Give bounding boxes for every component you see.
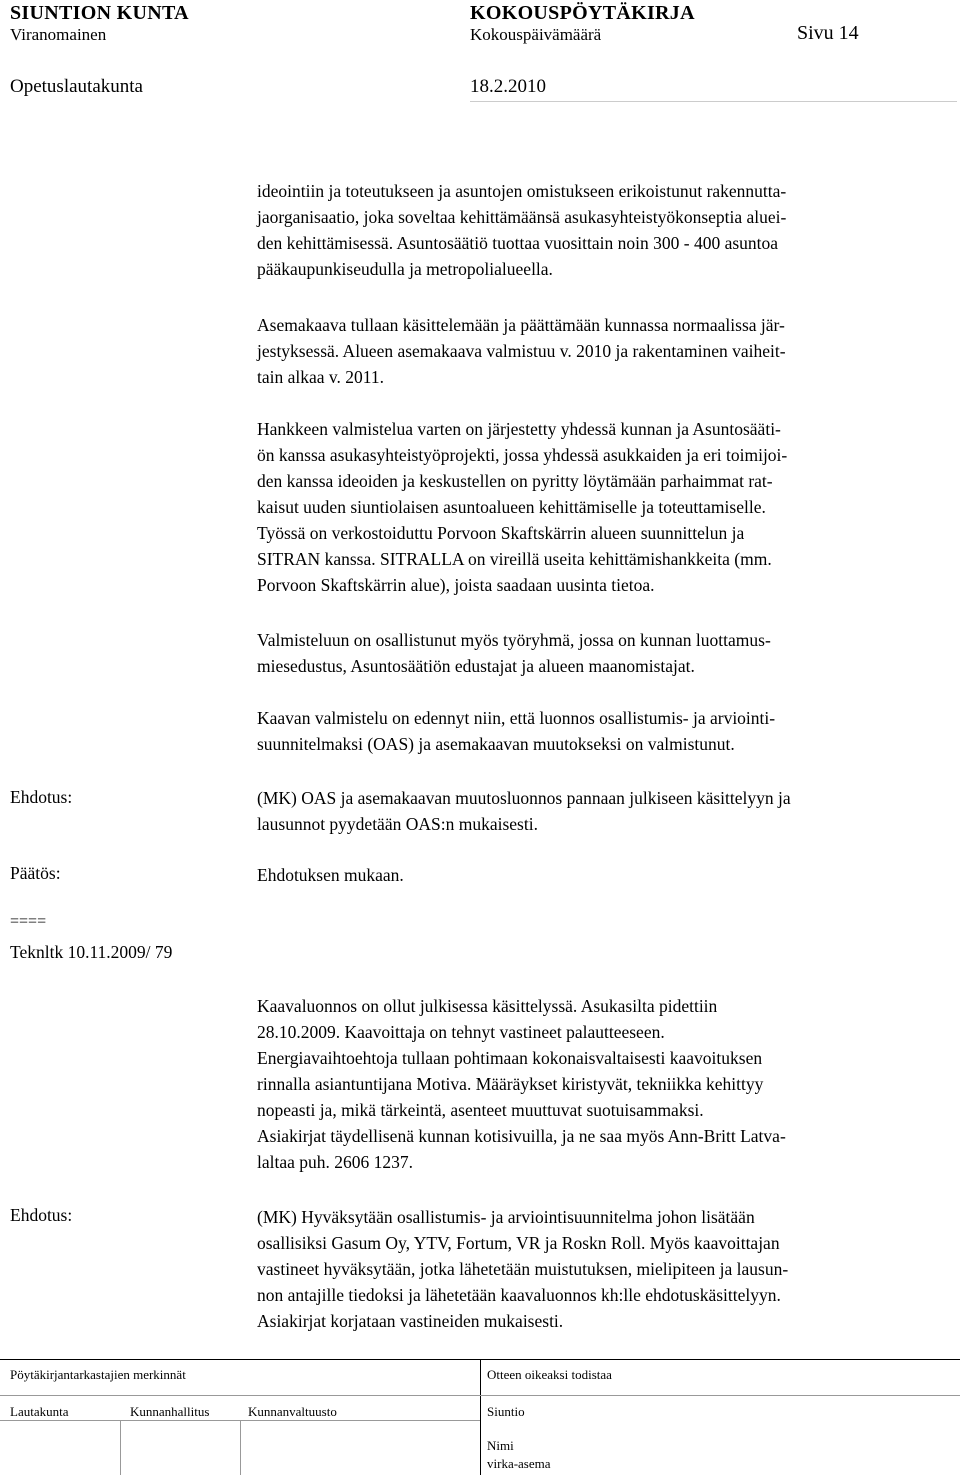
text-line: lausunnot pyydetään OAS:n mukaisesti.: [257, 814, 538, 834]
footer-mid-rule: [0, 1395, 960, 1396]
page-number: Sivu 14: [797, 22, 859, 44]
text-line: jestyksessä. Alueen asemakaava valmistuu v. 2010 ja rakentaminen vaiheit-: [257, 341, 786, 361]
paragraph-5: [257, 705, 957, 757]
footer-center-divider: [480, 1359, 481, 1475]
authority-name: Opetuslautakunta: [10, 76, 143, 97]
proposal-text-2: [257, 1204, 957, 1334]
footer-col-divider-2: [240, 1420, 241, 1475]
certified-label: Otteen oikeaksi todistaa: [487, 1367, 612, 1382]
proposal-text: [257, 785, 957, 837]
text-line: Valmisteluun on osallistunut myös työryhmä, jossa on kunnan luottamus-: [257, 630, 771, 650]
kunnanvaltuusto-label: Kunnanvaltuusto: [248, 1404, 337, 1419]
text-line: Ehdotuksen mukaan.: [257, 865, 404, 885]
text-line: jaorganisaatio, joka soveltaa kehittämäänsä asukasyhteistyökonseptia aluei-: [257, 207, 787, 227]
name-label: Nimi: [487, 1438, 514, 1453]
text-line: laltaa puh. 2606 1237.: [257, 1152, 414, 1172]
proposal-label: Ehdotus:: [10, 787, 73, 807]
kunnanhallitus-label: Kunnanhallitus: [130, 1404, 210, 1419]
text-line: ideointiin ja toteutukseen ja asuntojen omistukseen erikoistunut rakennutta-: [257, 181, 787, 201]
reference-teknltk: Teknltk 10.11.2009/ 79: [10, 942, 173, 962]
lautakunta-label: Lautakunta: [10, 1404, 69, 1419]
paragraph-4: [257, 627, 957, 679]
text-line: ön kanssa asukasyhteistyöprojekti, jossa yhdessä asukkaiden ja eri toimijoi-: [257, 445, 788, 465]
municipality-name: SIUNTION KUNTA: [10, 2, 189, 24]
text-line: Energiavaihtoehtoja tullaan pohtimaan kokonaisvaltaisesti kaavoituksen: [257, 1048, 763, 1068]
header-rule: [470, 101, 957, 102]
text-line: suunnitelmaksi (OAS) ja asemakaavan muutokseksi on valmistunut.: [257, 734, 735, 754]
footer-col-divider-1: [120, 1420, 121, 1475]
separator: ====: [10, 913, 47, 930]
paragraph-2: [257, 312, 957, 390]
text-line: miesedustus, Asuntosäätiön edustajat ja alueen maanomistajat.: [257, 656, 695, 676]
text-line: osallisiksi Gasum Oy, YTV, Fortum, VR ja Roskn Roll. Myös kaavoittajan: [257, 1233, 780, 1253]
text-line: 28.10.2009. Kaavoittaja on tehnyt vastineet palautteeseen.: [257, 1022, 665, 1042]
text-line: pääkaupunkiseudulla ja metropolialueella.: [257, 259, 553, 279]
text-line: den kanssa ideoiden ja keskustellen on pyritty löytämään parhaimmat rat-: [257, 471, 773, 491]
text-line: Hankkeen valmistelua varten on järjestetty yhdessä kunnan ja Asuntosääti-: [257, 419, 781, 439]
text-line: Kaavaluonnos on ollut julkisessa käsittelyssä. Asukasilta pidettiin: [257, 996, 718, 1016]
proposal-label-2: Ehdotus:: [10, 1205, 73, 1225]
siuntio-label: Siuntio: [487, 1404, 525, 1419]
text-line: den kehittämisessä. Asuntosäätiö tuottaa vuosittain noin 300 - 400 asuntoa: [257, 233, 779, 253]
inspectors-label: Pöytäkirjantarkastajien merkinnät: [10, 1367, 186, 1382]
text-line: SITRAN kanssa. SITRALLA on vireillä useita kehittämishankkeita (mm.: [257, 549, 772, 569]
position-label: virka-asema: [487, 1456, 551, 1471]
text-line: vastineet hyväksytään, jotka lähetetään muistutuksen, mielipiteen ja lausun-: [257, 1259, 789, 1279]
text-line: Työssä on verkostoiduttu Porvoon Skaftskärrin alueen suunnittelun ja: [257, 523, 745, 543]
text-line: kaisut uuden siuntiolaisen asuntoalueen kehittämiselle ja toteuttamiselle.: [257, 497, 766, 517]
text-line: Asiakirjat korjataan vastineiden mukaisesti.: [257, 1311, 564, 1331]
text-line: (MK) OAS ja asemakaavan muutosluonnos pannaan julkiseen käsittelyyn ja: [257, 788, 791, 808]
meeting-date: 18.2.2010: [470, 76, 546, 97]
decision-label: Päätös:: [10, 863, 61, 883]
text-line: Asemakaava tullaan käsittelemään ja päättämään kunnassa normaalissa jär-: [257, 315, 785, 335]
paragraph-kaavaluonnos: [257, 993, 957, 1175]
meeting-date-label: Kokouspäivämäärä: [470, 25, 602, 44]
text-line: nopeasti ja, mikä tärkeintä, asenteet muuttuvat suotuisammaksi.: [257, 1100, 704, 1120]
text-line: Asiakirjat täydellisenä kunnan kotisivuilla, ja ne saa myös Ann-Britt Latva-: [257, 1126, 786, 1146]
text-line: rinnalla asiantuntijana Motiva. Määräykset kiristyvät, tekniikka kehittyy: [257, 1074, 764, 1094]
text-line: Porvoon Skaftskärrin alue), joista saadaan uusinta tietoa.: [257, 575, 655, 595]
paragraph-1: [257, 178, 957, 282]
document-type: KOKOUSPÖYTÄKIRJA: [470, 2, 695, 24]
text-line: tain alkaa v. 2011.: [257, 367, 384, 387]
authority-label: Viranomainen: [10, 25, 107, 44]
text-line: non antajille tiedoksi ja lähetetään kaavaluonnos kh:lle ehdotuskäsittelyyn.: [257, 1285, 781, 1305]
decision-text: [257, 862, 957, 888]
text-line: Kaavan valmistelu on edennyt niin, että luonnos osallistumis- ja arviointi-: [257, 708, 776, 728]
paragraph-3: [257, 416, 957, 598]
text-line: (MK) Hyväksytään osallistumis- ja arviointisuunnitelma johon lisätään: [257, 1207, 755, 1227]
